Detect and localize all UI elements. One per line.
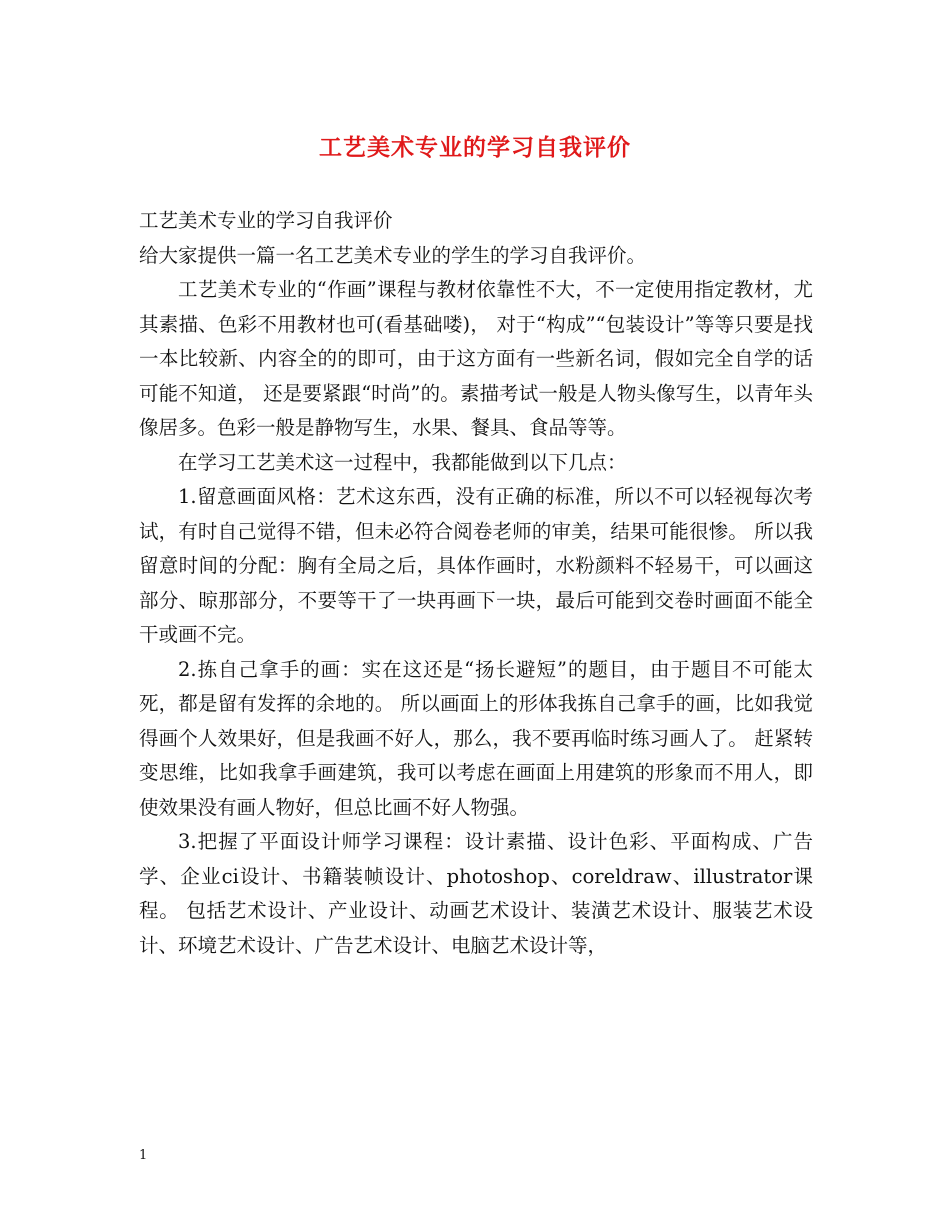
paragraph: 工艺美术专业的学习自我评价 (139, 209, 393, 232)
paragraph: 2.拣自己拿手的画：实在这还是“扬长避短”的题目，由于题目不可能太死，都是留有发挥的余地的。 所以画面上的形体我拣自己拿手的画，比如我觉得画个人效果好，但是我画不好人，那么，我不要再临时练习画人了。 赶紧转变思维，比如我拿手画建筑，我可以考虑在画面上用建筑的形象而不用人，即使效果没有画人物好，但总比画不好人物强。 (139, 657, 813, 819)
paragraph: 给大家提供一篇一名工艺美术专业的学生的学习自我评价。 (139, 243, 647, 267)
paragraph: 在学习工艺美术这一过程中，我都能做到以下几点： (178, 450, 627, 474)
paragraph: 工艺美术专业的“作画”课程与教材依靠性不大，不一定使用指定教材，尤其素描、色彩不用教材也可(看基础喽)， 对于“构成”“包装设计”等等只要是找一本比较新、内容全的的即可，由于这方面有一些新名词，假如完全自学的话可能不知道， 还是要紧跟“时尚”的。素描考试一般是人物头像写生，以青年头像居多。色彩一般是静物写生，水果、餐具、食品等等。 (139, 278, 813, 439)
document-body (139, 204, 813, 963)
paragraph: 3.把握了平面设计师学习课程：设计素描、设计色彩、平面构成、广告学、企业ci设计、书籍装帧设计、photoshop、coreldraw、illustrator课程。 包括艺术设计、产业设计、动画艺术设计、装潢艺术设计、服装艺术设计、环境艺术设计、广告艺术设计、电脑艺术设计等， (139, 830, 813, 957)
page-number: 1 (139, 1148, 148, 1163)
paragraph: 1.留意画面风格：艺术这东西，没有正确的标准，所以不可以轻视每次考试，有时自己觉得不错，但未必符合阅卷老师的审美，结果可能很惨。 所以我留意时间的分配：胸有全局之后，具体作画时，水粉颜料不轻易干，可以画这部分、晾那部分，不要等干了一块再画下一块，最后可能到交卷时画面不能全干或画不完。 (139, 485, 813, 646)
document-title: 工艺美术专业的学习自我评价 (319, 134, 631, 161)
